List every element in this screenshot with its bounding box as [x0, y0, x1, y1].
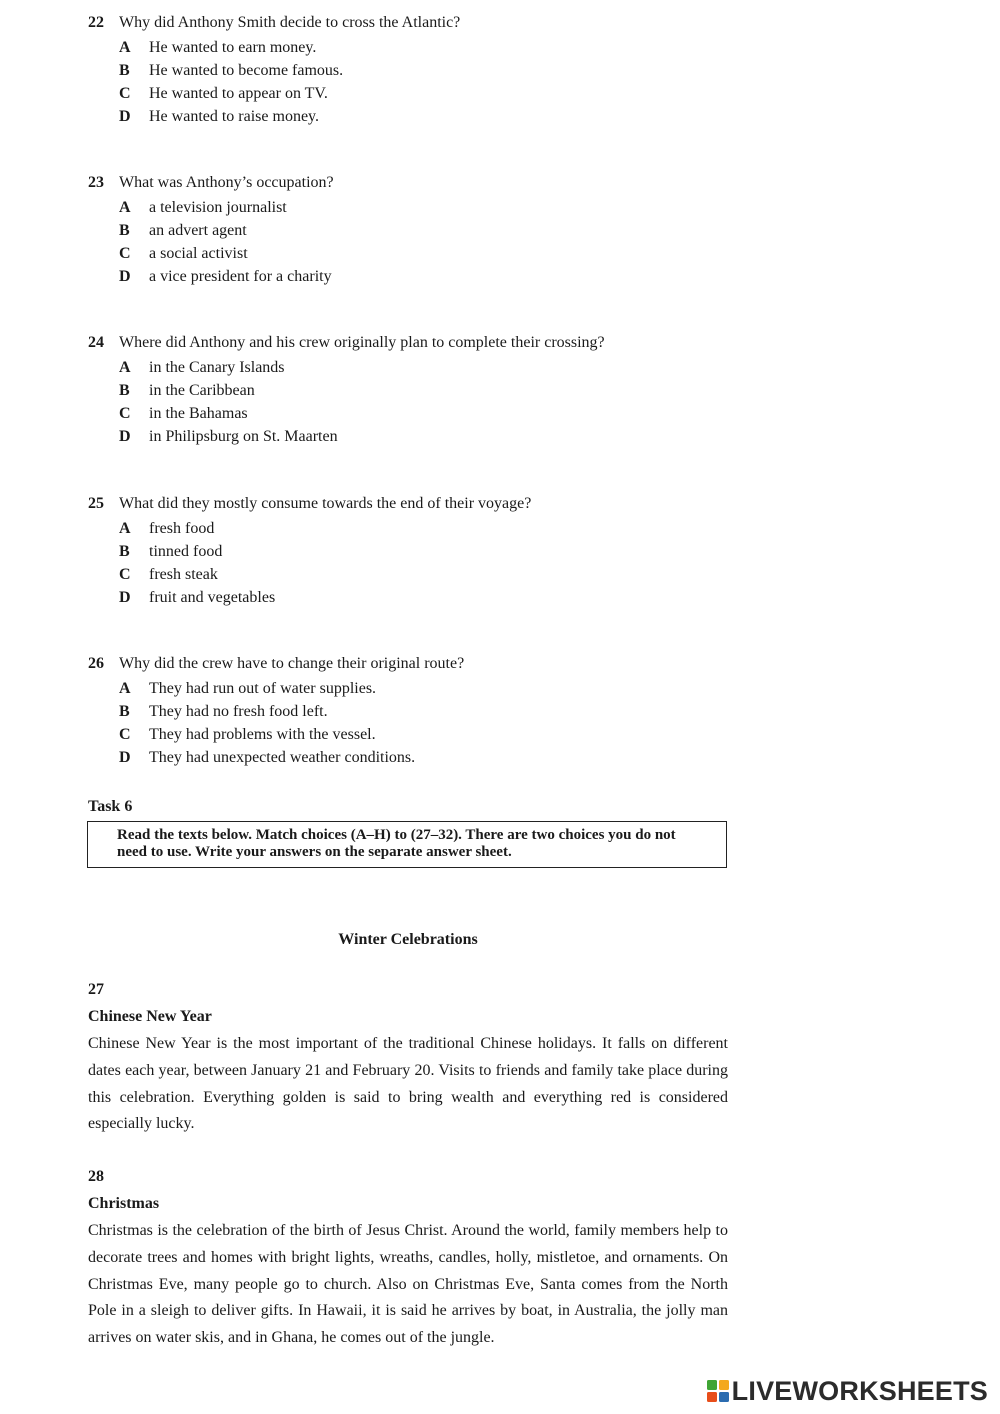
option-letter: C: [119, 726, 131, 743]
option-letter: A: [119, 680, 131, 697]
text-heading: Christmas: [88, 1195, 160, 1212]
question-text: What did they mostly consume towards the end of their voyage?: [119, 495, 532, 512]
option-letter: B: [119, 382, 130, 399]
text-body: Chinese New Year is the most important of the traditional Chinese holidays. It falls on different dates each year, between January 21 and February 20. Visits to friends and family take place during this celebration. Everything golden is said to bring wealth and everything red is considered especially lucky.: [88, 1035, 728, 1133]
options-list: [88, 517, 748, 609]
question-number: 23: [88, 174, 104, 191]
option-b[interactable]: [88, 379, 748, 402]
option-d[interactable]: [88, 425, 748, 448]
question-stem: [88, 13, 748, 33]
option-c[interactable]: [88, 402, 748, 425]
instruction-line: Read the texts below. Match choices (A–H) to (27–32). There are two choices you do not: [117, 827, 676, 843]
option-letter: A: [119, 39, 131, 56]
option-d[interactable]: [88, 586, 748, 609]
option-text: They had problems with the vessel.: [149, 726, 376, 743]
text-number: 28: [88, 1168, 104, 1185]
question-number: 22: [88, 14, 104, 31]
option-text: tinned food: [149, 543, 223, 560]
question-stem: [88, 333, 748, 353]
text-body: Christmas is the celebration of the birth of Jesus Christ. Around the world, family members help to decorate trees and homes with bright lights, wreaths, candles, holly, mistletoe, and ornaments. On Christmas Eve, many people go to church. Also on Christmas Eve, Santa comes from the North Pole in a sleigh to deliver gifts. In Hawaii, it is said he arrives by boat, in Australia, the jolly man arrives on water skis, and in Ghana, he comes out of the jungle.: [88, 1222, 728, 1347]
option-b[interactable]: [88, 219, 748, 242]
logo-square-bl: [707, 1392, 717, 1402]
option-letter: D: [119, 108, 131, 125]
option-letter: A: [119, 199, 131, 216]
option-c[interactable]: [88, 242, 748, 265]
option-a[interactable]: [88, 196, 748, 219]
option-text: fresh food: [149, 520, 215, 537]
option-c[interactable]: [88, 82, 748, 105]
question-text: What was Anthony’s occupation?: [119, 174, 334, 191]
options-list: [88, 36, 748, 128]
question-number: 26: [88, 655, 104, 672]
question-22: [88, 13, 748, 128]
option-letter: A: [119, 520, 131, 537]
option-letter: B: [119, 543, 130, 560]
question-stem: [88, 494, 748, 514]
option-letter: B: [119, 62, 130, 79]
task-title: Task 6: [88, 798, 133, 815]
option-text: He wanted to raise money.: [149, 108, 320, 125]
question-number: 24: [88, 334, 104, 351]
option-text: a vice president for a charity: [149, 268, 332, 285]
option-a[interactable]: [88, 517, 748, 540]
option-letter: D: [119, 268, 131, 285]
options-list: [88, 356, 748, 448]
option-letter: D: [119, 589, 131, 606]
option-text: a television journalist: [149, 199, 287, 216]
instruction-line: need to use. Write your answers on the separate answer sheet.: [117, 844, 512, 860]
option-a[interactable]: [88, 36, 748, 59]
option-text: a social activist: [149, 245, 248, 262]
option-letter: B: [119, 222, 130, 239]
option-text: fresh steak: [149, 566, 218, 583]
question-25: [88, 494, 748, 609]
option-d[interactable]: [88, 265, 748, 288]
option-c[interactable]: [88, 563, 748, 586]
option-a[interactable]: [88, 677, 748, 700]
liveworksheets-brand[interactable]: [707, 1376, 988, 1406]
section-title: Winter Celebrations: [338, 931, 478, 948]
option-text: They had no fresh food left.: [149, 703, 328, 720]
instruction-box: [87, 821, 727, 868]
option-c[interactable]: [88, 723, 748, 746]
option-text: He wanted to earn money.: [149, 39, 317, 56]
option-d[interactable]: [88, 746, 748, 769]
option-text: fruit and vegetables: [149, 589, 276, 606]
logo-square-br: [719, 1392, 729, 1402]
question-23: [88, 173, 748, 288]
brand-name: LIVEWORKSHEETS: [731, 1376, 988, 1406]
option-b[interactable]: [88, 59, 748, 82]
option-letter: C: [119, 405, 131, 422]
question-text: Where did Anthony and his crew originally plan to complete their crossing?: [119, 334, 605, 351]
option-letter: C: [119, 566, 131, 583]
option-letter: D: [119, 749, 131, 766]
option-text: They had unexpected weather conditions.: [149, 749, 416, 766]
liveworksheets-logo-icon: [707, 1380, 729, 1402]
options-list: [88, 196, 748, 288]
text-heading: Chinese New Year: [88, 1008, 212, 1025]
logo-square-tl: [707, 1380, 717, 1390]
question-stem: [88, 173, 748, 193]
question-text: Why did the crew have to change their original route?: [119, 655, 465, 672]
option-text: He wanted to become famous.: [149, 62, 344, 79]
option-text: He wanted to appear on TV.: [149, 85, 328, 102]
question-text: Why did Anthony Smith decide to cross the Atlantic?: [119, 14, 461, 31]
option-text: in the Canary Islands: [149, 359, 285, 376]
question-number: 25: [88, 495, 104, 512]
option-a[interactable]: [88, 356, 748, 379]
text-number: 27: [88, 981, 104, 998]
option-text: They had run out of water supplies.: [149, 680, 377, 697]
option-letter: C: [119, 85, 131, 102]
question-26: [88, 654, 748, 769]
option-text: in Philipsburg on St. Maarten: [149, 428, 338, 445]
option-letter: C: [119, 245, 131, 262]
question-stem: [88, 654, 748, 674]
text-block-27: [88, 980, 728, 1138]
option-letter: A: [119, 359, 131, 376]
options-list: [88, 677, 748, 769]
text-block-28: [88, 1167, 728, 1352]
option-letter: B: [119, 703, 130, 720]
option-b[interactable]: [88, 700, 748, 723]
option-text: in the Bahamas: [149, 405, 248, 422]
option-text: an advert agent: [149, 222, 247, 239]
option-d[interactable]: [88, 105, 748, 128]
option-letter: D: [119, 428, 131, 445]
option-text: in the Caribbean: [149, 382, 255, 399]
option-b[interactable]: [88, 540, 748, 563]
question-24: [88, 333, 748, 448]
logo-square-tr: [719, 1380, 729, 1390]
